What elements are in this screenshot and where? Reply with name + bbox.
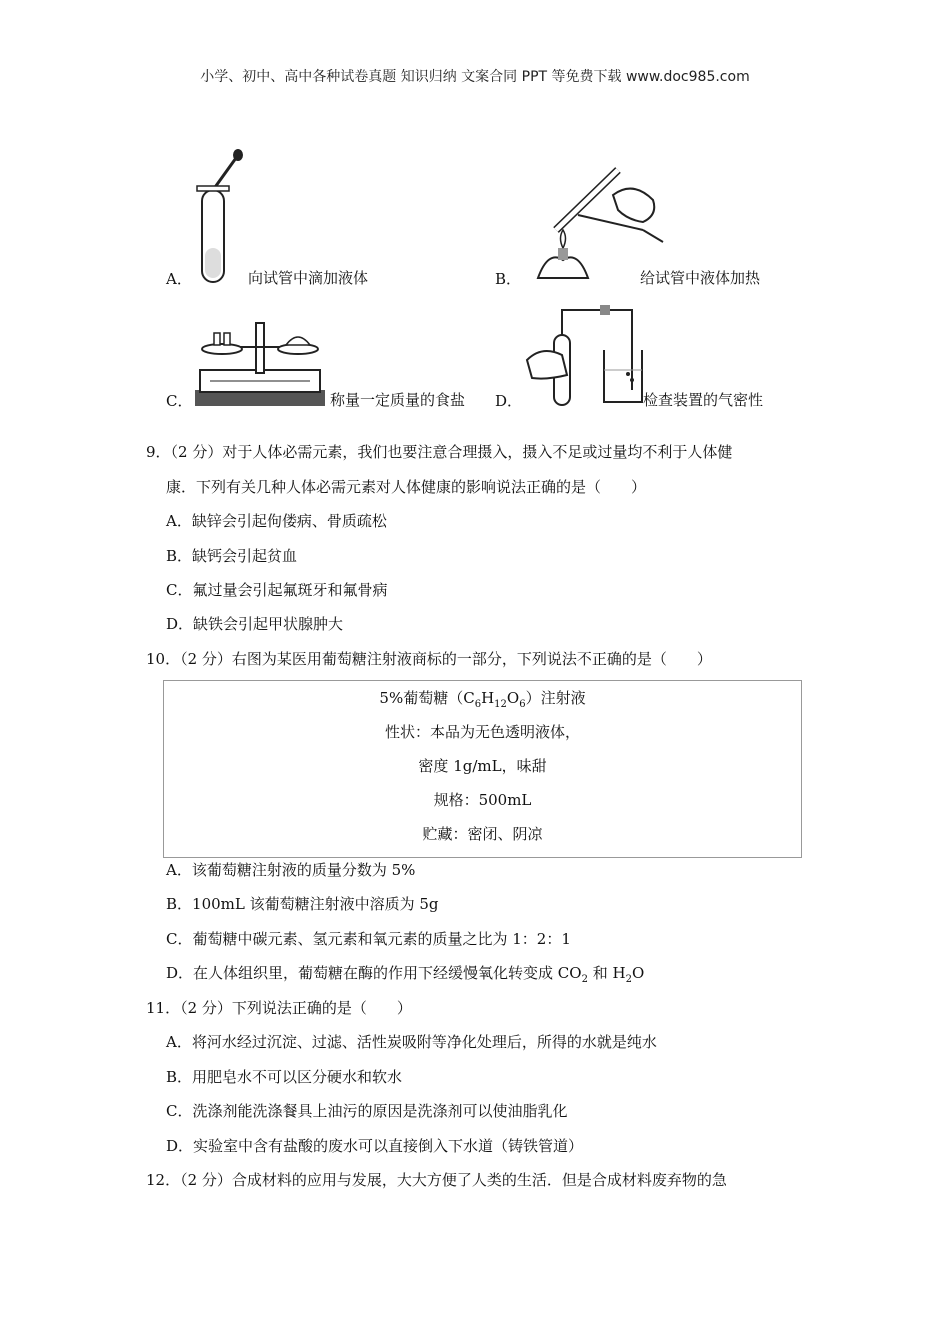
glucose-label-storage: 贮藏：密闭、阴凉 xyxy=(422,825,543,843)
q11-option-a: A．将河水经过沉淀、过滤、活性炭吸附等净化处理后，所得的水就是纯水 xyxy=(166,1033,657,1051)
page-header: 小学、初中、高中各种试卷真题 知识归纳 文案合同 PPT 等免费下载 www.doc985.com xyxy=(200,69,750,85)
q10-stem: 10．（2 分）右图为某医用葡萄糖注射液商标的一部分，下列说法不正确的是（ ） xyxy=(146,650,712,668)
q9-option-c: C．氟过量会引起氟斑牙和氟骨病 xyxy=(166,581,388,599)
airtightness-apparatus-figure xyxy=(522,300,644,410)
q11-option-c: C．洗涤剂能洗涤餐具上油污的原因是洗涤剂可以使油脂乳化 xyxy=(166,1102,568,1120)
q8-option-c-letter: C． xyxy=(166,392,193,410)
q9-option-b: B．缺钙会引起贫血 xyxy=(166,547,298,565)
q11-option-d: D．实验室中含有盐酸的废水可以直接倒入下水道（铸铁管道） xyxy=(166,1137,584,1155)
q10-option-b: B．100mL 该葡萄糖注射液中溶质为 5g xyxy=(166,895,439,913)
q10-option-a: A．该葡萄糖注射液的质量分数为 5% xyxy=(166,861,416,879)
glucose-label-density: 密度 1g/mL，味甜 xyxy=(418,757,547,775)
q10-option-c: C．葡萄糖中碳元素、氢元素和氧元素的质量之比为 1：2：1 xyxy=(166,930,571,948)
q10-option-d: D．在人体组织里，葡萄糖在酶的作用下经缓慢氧化转变成 $CO_2$ 和 $H_2O$ xyxy=(166,964,645,985)
q8-option-b-text: 给试管中液体加热 xyxy=(640,269,761,287)
q9-stem-line2: 康．下列有关几种人体必需元素对人体健康的影响说法正确的是（ ） xyxy=(166,478,647,496)
glucose-label-box xyxy=(163,680,802,858)
q9-stem-line1: 9．（2 分）对于人体必需元素，我们也要注意合理摄入，摄入不足或过量均不利于人体健 xyxy=(146,443,733,461)
glucose-label-spec: 规格：500mL xyxy=(433,791,532,809)
q8-option-a-text: 向试管中滴加液体 xyxy=(248,269,369,287)
q9-option-a: A．缺锌会引起佝偻病、骨质疏松 xyxy=(166,512,387,530)
q11-option-b: B．用肥皂水不可以区分硬水和软水 xyxy=(166,1068,403,1086)
dropper-test-tube-figure xyxy=(188,148,248,288)
glucose-label-title: 5%葡萄糖$(C_6H_{12}O_6)$注射液 xyxy=(379,689,586,710)
balance-scale-figure xyxy=(190,315,330,410)
q8-option-d-letter: D． xyxy=(495,392,523,410)
q12-stem: 12．（2 分）合成材料的应用与发展，大大方便了人类的生活．但是合成材料废弃物的急 xyxy=(146,1171,727,1189)
q8-option-a-letter: A． xyxy=(166,270,192,288)
q9-option-d: D．缺铁会引起甲状腺肿大 xyxy=(166,615,344,633)
q8-option-c-text: 称量一定质量的食盐 xyxy=(330,391,466,409)
q8-option-d-text: 检查装置的气密性 xyxy=(643,391,764,409)
q8-option-b-letter: B． xyxy=(495,270,522,288)
glucose-label-property: 性状：本品为无色透明液体， xyxy=(384,723,580,741)
q11-stem: 11．（2 分）下列说法正确的是（ ） xyxy=(146,999,412,1017)
